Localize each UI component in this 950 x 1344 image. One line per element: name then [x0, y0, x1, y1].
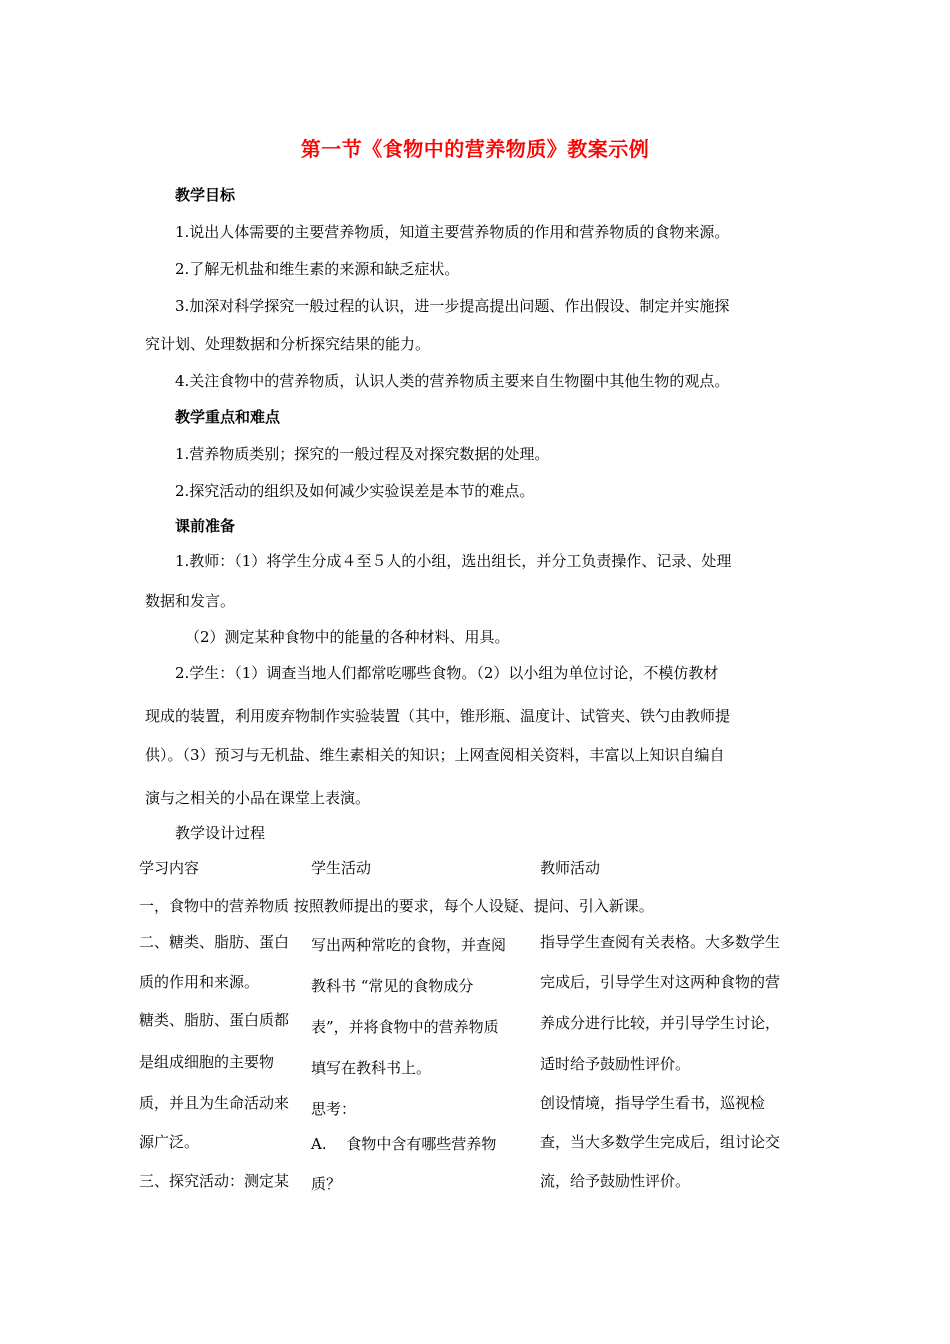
student-cell-line: 表”，并将食物中的营养物质 [311, 1018, 499, 1036]
teacher-cell-line: 适时给予鼓励性评价。 [540, 1055, 691, 1073]
student-cell-line: 教科书 “常见的食物成分 [311, 977, 474, 995]
prep-item: 2.学生：（1）调查当地人们都常吃哪些食物。（2）以小组为单位讨论，不模仿教材 [175, 664, 719, 682]
student-cell-line: 思考： [311, 1100, 357, 1118]
design-process-heading: 教学设计过程 [175, 824, 266, 842]
table-header-student: 学生活动 [311, 859, 372, 877]
key-points-heading: 教学重点和难点 [175, 408, 281, 426]
student-cell-line: 写出两种常吃的食物，并查阅 [311, 936, 507, 954]
content-cell-line: 三、探究活动：测定某 [139, 1172, 290, 1190]
prep-item-continued: 演与之相关的小品在课堂上表演。 [145, 789, 371, 807]
key-point-item: 1.营养物质类别；探究的一般过程及对探究数据的处理。 [175, 445, 550, 463]
goal-item: 3.加深对科学探究一般过程的认识，进一步提高提出问题、作出假设、制定并实施探 [175, 297, 730, 315]
teacher-cell-line: 流，给予鼓励性评价。 [540, 1172, 691, 1190]
prep-item: （2）测定某种食物中的能量的各种材料、用具。 [185, 628, 510, 646]
goal-item: 1.说出人体需要的主要营养物质，知道主要营养物质的作用和营养物质的食物来源。 [175, 223, 730, 241]
content-cell-line: 二、糖类、脂肪、蛋白 [139, 933, 290, 951]
goal-item: 4.关注食物中的营养物质，认识人类的营养物质主要来自生物圈中其他生物的观点。 [175, 372, 730, 390]
teacher-cell-line: 查，当大多数学生完成后，组讨论交 [540, 1133, 781, 1151]
key-point-item: 2.探究活动的组织及如何减少实验误差是本节的难点。 [175, 482, 535, 500]
teacher-cell-line: 指导学生查阅有关表格。大多数学生 [540, 933, 781, 951]
content-cell-line: 源广泛。 [139, 1133, 200, 1151]
student-cell-line: 填写在教科书上。 [311, 1059, 432, 1077]
preparation-heading: 课前准备 [175, 517, 236, 535]
teacher-cell-line: 养成分进行比较，并引导学生讨论， [540, 1014, 781, 1032]
prep-item-continued: 数据和发言。 [145, 592, 236, 610]
goals-heading: 教学目标 [175, 186, 236, 204]
prep-item: 1.教师：（1）将学生分成４至５人的小组，选出组长，并分工负责操作、记录、处理 [175, 552, 732, 570]
table-row: 一，食物中的营养物质 按照教师提出的要求，每个人设疑、提问、引入新课。 [139, 897, 654, 915]
table-header-content: 学习内容 [139, 859, 200, 877]
table-header-teacher: 教师活动 [540, 859, 601, 877]
student-cell-line: A. 食物中含有哪些营养物 [311, 1135, 497, 1153]
prep-item-continued: 现成的装置，利用废弃物制作实验装置（其中，锥形瓶、温度计、试管夹、铁勺由教师提 [145, 707, 731, 725]
goal-item: 2.了解无机盐和维生素的来源和缺乏症状。 [175, 260, 460, 278]
document-title: 第一节《食物中的营养物质》教案示例 [300, 137, 650, 161]
content-cell-line: 糖类、脂肪、蛋白质都 [139, 1011, 290, 1029]
teacher-cell-line: 完成后，引导学生对这两种食物的营 [540, 973, 781, 991]
content-cell-line: 质的作用和来源。 [139, 973, 260, 991]
goal-item-continued: 究计划、处理数据和分析探究结果的能力。 [145, 335, 431, 353]
content-cell-line: 是组成细胞的主要物 [139, 1053, 275, 1071]
teacher-cell-line: 创设情境，指导学生看书，巡视检 [540, 1094, 766, 1112]
student-cell-line: 质？ [311, 1175, 342, 1193]
prep-item-continued: 供）。（3）预习与无机盐、维生素相关的知识；上网查阅相关资料，丰富以上知识自编自 [145, 746, 725, 764]
content-cell-line: 质，并且为生命活动来 [139, 1094, 290, 1112]
